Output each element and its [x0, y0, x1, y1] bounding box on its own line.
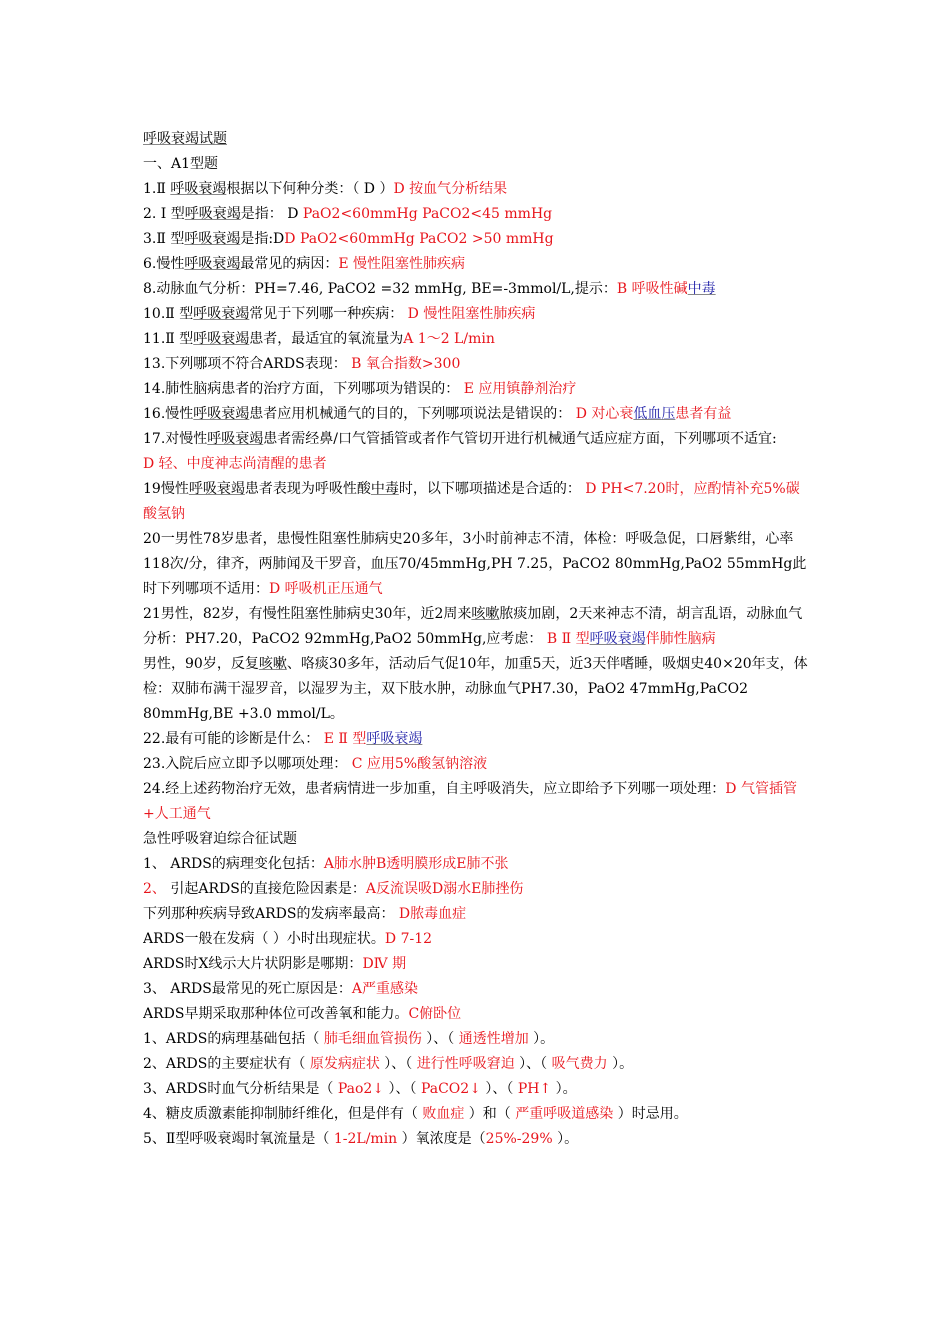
question-line: 14.肺性脑病患者的治疗方面，下列哪项为错误的： E 应用镇静剂治疗 — [143, 381, 577, 397]
case-description: 男性，90岁，反复咳嗽、咯痰30多年，活动后气促10年，加重5天，近3天伴嗜睡，吸烟史40×20年支，体检：双肺布满干湿罗音，以湿罗为主，双下肢水肿，动脉血气PH7.30，PaO2 47mmHg,PaCO2 80mmHg,BE +3.0 mmol/L。 — [143, 656, 808, 722]
question-line: 8.动脉血气分析：PH=7.46, PaCO2 =32 mmHg, BE=-3mmol/L,提示：B 呼吸性碱中毒 — [143, 281, 716, 297]
question-list — [143, 177, 813, 402]
ards-question-line: 下列那种疾病导致ARDS的发病率最高： D脓毒血症 — [143, 906, 467, 922]
fill-question-2: 2、ARDS的主要症状有（ 原发病症状 ）、（ 进行性呼吸窘迫 ）、（ 吸气费力 ）。 — [143, 1056, 634, 1072]
ards-question-line: 3、 ARDS最常见的死亡原因是：A严重感染 — [143, 981, 418, 997]
question-19: 19慢性呼吸衰竭患者表现为呼吸性酸中毒时，以下哪项描述是合适的： D PH<7.20时，应酌情补充5%碳酸氢钠 — [143, 481, 800, 522]
document-title: 呼吸衰竭试题 — [143, 131, 227, 147]
question-line: 13.下列哪项不符合ARDS表现： B 氧合指数>300 — [143, 356, 461, 372]
ards-question-line: ARDS一般在发病（ ）小时出现症状。D 7-12 — [143, 931, 433, 947]
fill-question-5: 5、Ⅱ型呼吸衰竭时氧流量是（ 1-2L/min ）氧浓度是（25%-29% ）。 — [143, 1131, 579, 1147]
ards-question-line: 1、 ARDS的病理变化包括：A肺水肿B透明膜形成E肺不张 — [143, 856, 509, 872]
fill-question-3: 3、ARDS时血气分析结果是（ Pao2↓ ）、（ PaCO2↓ ）、（ PH↑ ）。 — [143, 1081, 577, 1097]
question-24: 24.经上述药物治疗无效，患者病情进一步加重，自主呼吸消失，应立即给予下列哪一项处理：D 气管插管+人工通气 — [143, 781, 797, 822]
fill-question-4: 4、糖皮质激素能抑制肺纤维化，但是伴有（ 败血症 ）和（ 严重呼吸道感染 ）时忌用。 — [143, 1106, 688, 1122]
question-line: 6.慢性呼吸衰竭最常见的病因：E 慢性阻塞性肺疾病 — [143, 256, 466, 272]
section-heading-ards: 急性呼吸窘迫综合征试题 — [143, 831, 297, 847]
question-17: 17.对慢性呼吸衰竭患者需经鼻/口气管插管或者作气管切开进行机械通气适应症方面，下列哪项不适宜: D 轻、中度神志尚清醒的患者 — [143, 431, 777, 472]
question-line: 10.Ⅱ 型呼吸衰竭常见于下列哪一种疾病： D 慢性阻塞性肺疾病 — [143, 306, 536, 322]
ards-question-list — [143, 852, 813, 1027]
question-23: 23.入院后应立即予以哪项处理： C 应用5%酸氢钠溶液 — [143, 756, 488, 772]
question-20: 20一男性78岁患者，患慢性阻塞性肺病史20多年，3小时前神志不清，体检：呼吸急促，口唇紫绀，心率118次/分，律齐，两肺闻及干罗音，血压70/45mmHg,PH 7.25，PaCO2 80mmHg,PaO2 55mmHg此时下列哪项不适用：D 呼吸机正压通气 — [143, 531, 807, 597]
question-16: 16.慢性呼吸衰竭患者应用机械通气的目的，下列哪项说法是错误的： D 对心衰低血压患者有益 — [143, 406, 732, 422]
question-22: 22.最有可能的诊断是什么： E Ⅱ 型呼吸衰竭 — [143, 731, 423, 747]
question-21: 21男性，82岁，有慢性阻塞性肺病史30年，近2周来咳嗽脓痰加剧，2天来神志不清，胡言乱语，动脉血气分析：PH7.20，PaCO2 92mmHg,PaO2 50mmHg,应考虑： B Ⅱ 型呼吸衰竭伴肺性脑病 — [143, 606, 803, 647]
ards-question-line: ARDS时X线示大片状阴影是哪期：DⅣ 期 — [143, 956, 407, 972]
document-body — [143, 127, 813, 1152]
ards-question-line: ARDS早期采取那种体位可改善氧和能力。C俯卧位 — [143, 1006, 462, 1022]
question-line: 3.Ⅱ 型呼吸衰竭是指:DD PaO2<60mmHg PaCO2 >50 mmHg — [143, 231, 554, 247]
question-line: 1.Ⅱ 呼吸衰竭根据以下何种分类：（ D ）D 按血气分析结果 — [143, 181, 508, 197]
fill-question-1: 1、ARDS的病理基础包括（ 肺毛细血管损伤 ）、（ 通透性增加 ）。 — [143, 1031, 555, 1047]
section-heading-a1: 一、A1型题 — [143, 156, 219, 172]
question-line: 2. Ⅰ 型呼吸衰竭是指： D PaO2<60mmHg PaCO2<45 mmHg — [143, 206, 553, 222]
ards-question-line: 2、 引起ARDS的直接危险因素是：A反流误吸D溺水E肺挫伤 — [143, 881, 524, 897]
question-line: 11.Ⅱ 型呼吸衰竭患者，最适宜的氧流量为A 1～2 L/min — [143, 331, 495, 347]
